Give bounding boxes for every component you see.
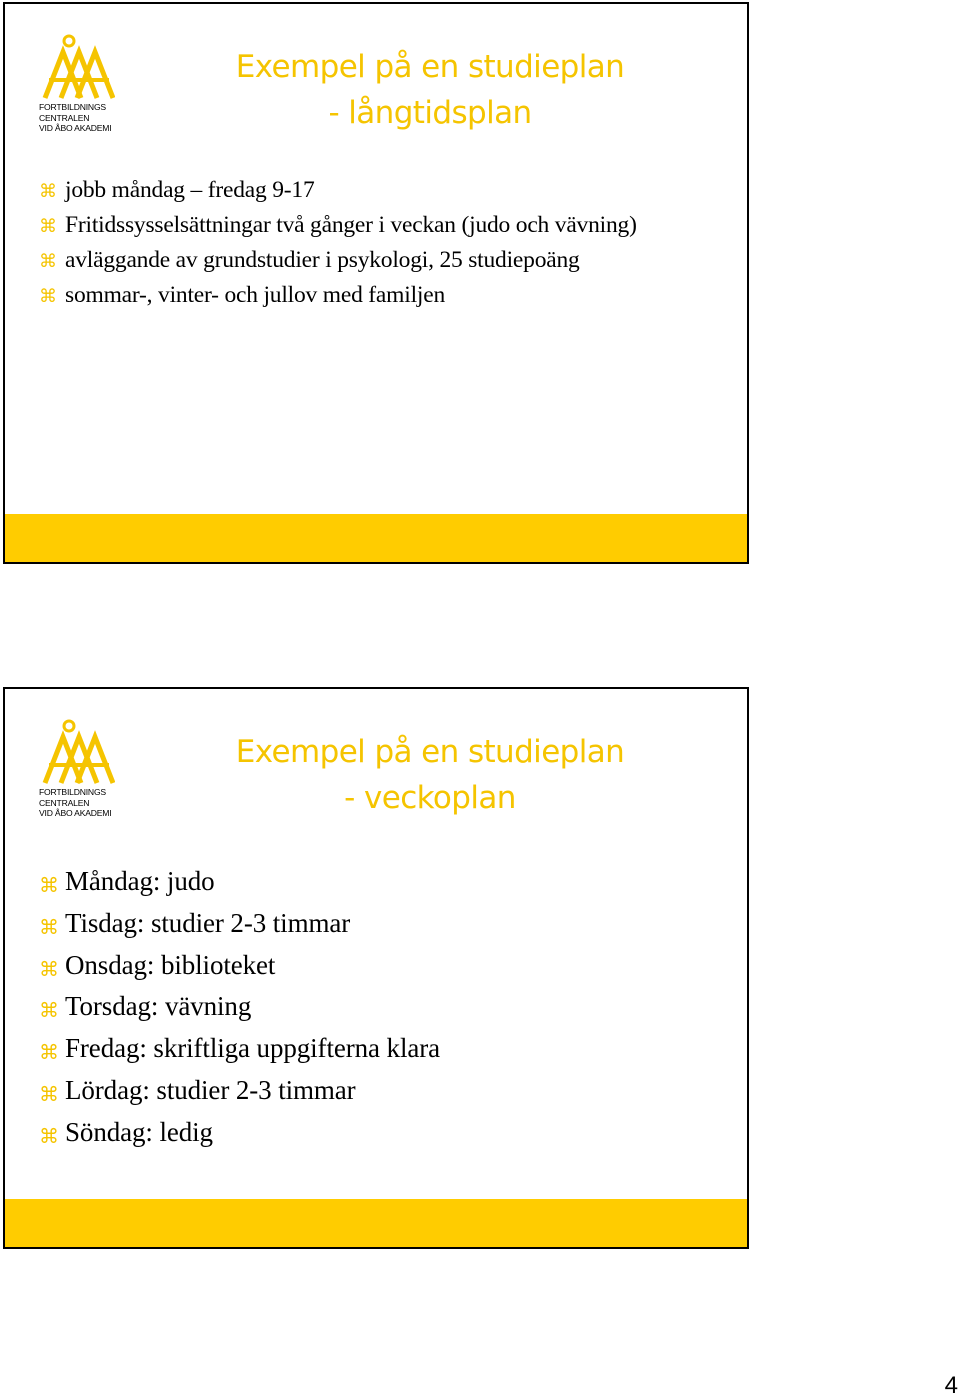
command-bullet-icon: ⌘ — [39, 914, 59, 939]
bullet-text: Fritidssysselsättningar två gånger i veckan (judo och vävning) — [65, 212, 637, 238]
footer-bar — [5, 1199, 747, 1247]
list-item — [39, 945, 729, 987]
command-bullet-icon: ⌘ — [39, 181, 57, 202]
title-line2: - veckoplan — [344, 780, 516, 816]
list-item — [39, 861, 729, 903]
fortbildningscentralen-logo — [39, 719, 115, 823]
command-bullet-icon: ⌘ — [39, 1040, 59, 1065]
logo-text-line3: VID ÅBO AKADEMI — [39, 123, 112, 133]
list-item — [39, 1112, 729, 1154]
command-bullet-icon: ⌘ — [39, 998, 59, 1023]
command-bullet-icon: ⌘ — [39, 216, 57, 237]
list-item — [39, 903, 729, 945]
bullet-text: Tisdag: studier 2-3 timmar — [65, 907, 351, 938]
logo-text-line2: CENTRALEN — [39, 112, 90, 123]
bullet-text: Måndag: judo — [65, 866, 215, 896]
fortbildningscentralen-logo — [39, 34, 115, 138]
logo-text-line3: VID ÅBO AKADEMI — [39, 808, 112, 818]
bullet-text: avläggande av grundstudier i psykologi, 25 studiepoäng — [65, 247, 580, 273]
bullet-text: Fredag: skriftliga uppgifterna klara — [65, 1033, 441, 1064]
slide-longterm-plan — [3, 2, 749, 564]
page-number: 4 — [944, 1372, 958, 1399]
list-item — [39, 244, 729, 276]
list-item — [39, 279, 729, 311]
logo-text-line1: FORTBILDNINGS — [39, 787, 106, 797]
command-bullet-icon: ⌘ — [39, 956, 59, 981]
bullet-list — [39, 174, 729, 314]
bullet-text: Torsdag: vävning — [65, 991, 252, 1022]
title-line1: Exempel på en studieplan — [235, 49, 625, 85]
list-item — [39, 1070, 729, 1112]
bullet-text: Lördag: studier 2-3 timmar — [65, 1074, 356, 1105]
title-line2: - långtidsplan — [328, 95, 532, 131]
slide-title — [145, 44, 715, 136]
logo-text-line1: FORTBILDNINGS — [39, 102, 106, 112]
aaa-logo-icon — [39, 719, 115, 787]
list-item — [39, 209, 729, 241]
bullet-text: jobb måndag – fredag 9-17 — [65, 177, 315, 203]
bullet-list — [39, 861, 729, 1154]
footer-bar — [5, 514, 747, 562]
bullet-text: Söndag: ledig — [65, 1116, 213, 1147]
list-item — [39, 986, 729, 1028]
command-bullet-icon: ⌘ — [39, 873, 59, 897]
slide-weekly-plan — [3, 687, 749, 1249]
command-bullet-icon: ⌘ — [39, 286, 57, 307]
command-bullet-icon: ⌘ — [39, 1081, 59, 1106]
command-bullet-icon: ⌘ — [39, 251, 57, 272]
title-line1: Exempel på en studieplan — [235, 734, 625, 770]
command-bullet-icon: ⌘ — [39, 1123, 59, 1148]
bullet-text: Onsdag: biblioteket — [65, 949, 276, 980]
list-item — [39, 174, 729, 206]
aaa-logo-icon — [39, 34, 115, 102]
bullet-text: sommar-, vinter- och jullov med familjen — [65, 282, 446, 308]
slide-title — [145, 729, 715, 821]
logo-text-line2: CENTRALEN — [39, 797, 90, 808]
list-item — [39, 1028, 729, 1070]
